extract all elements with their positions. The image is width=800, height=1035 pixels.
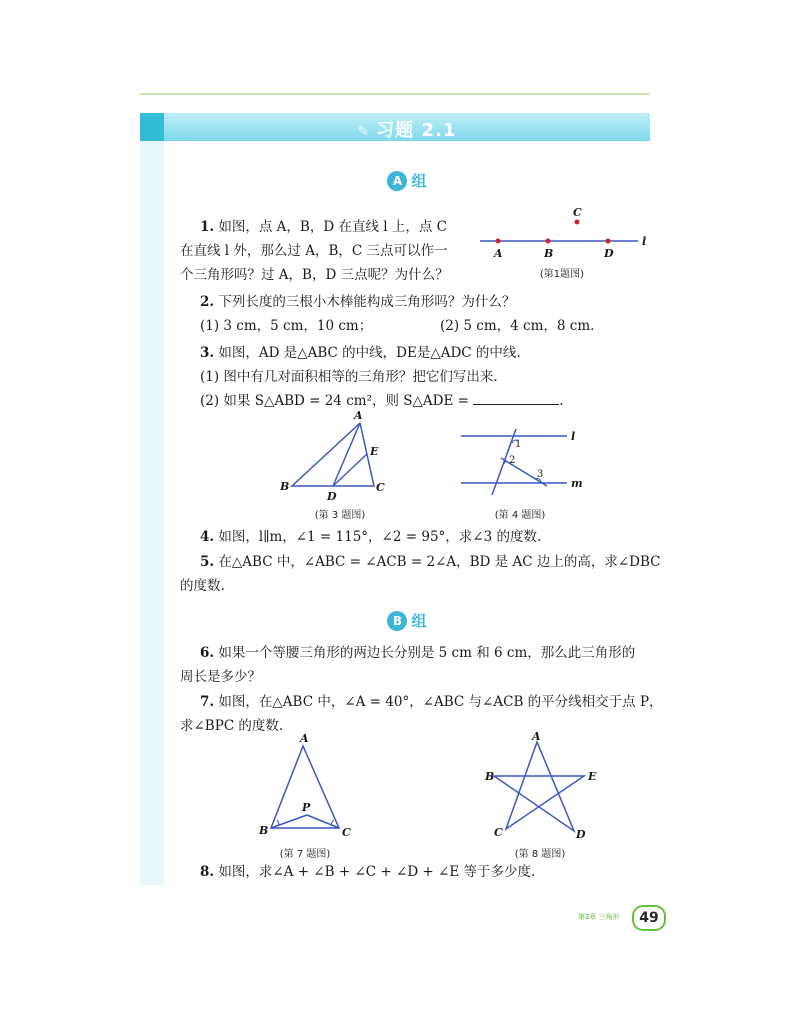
fig4-label-1: 1 <box>515 439 522 450</box>
problem-5-text-1: 在△ABC 中，∠ABC = ∠ACB = 2∠A，BD 是 AC 边上的高，求∠DBC <box>218 554 661 570</box>
figure-4 <box>455 425 590 505</box>
fig8-label-b: B <box>485 770 495 783</box>
fig8-label-c: C <box>494 826 503 839</box>
fig3-label-d: D <box>327 490 337 503</box>
fig1-point-a <box>496 239 501 244</box>
fig1-label-c: C <box>573 206 582 219</box>
pencil-icon: ✎ <box>357 124 371 140</box>
problem-5-line-1 <box>200 550 660 574</box>
fig4-label-2: 2 <box>509 455 516 466</box>
problem-6-line-2: 周长是多少？ <box>180 669 261 685</box>
figure-8 <box>480 728 600 840</box>
fig7-label-a: A <box>300 732 309 745</box>
problem-1-number: 1. <box>200 219 215 235</box>
fig7-bisector-bp <box>271 815 307 828</box>
fig4-label-m: m <box>571 477 583 490</box>
page-number: 49 <box>632 905 666 931</box>
problem-3-number: 3. <box>200 345 215 361</box>
problem-2-text: 下列长度的三根小木棒能构成三角形吗？为什么？ <box>218 294 516 310</box>
fig1-label-l: l <box>642 235 647 248</box>
group-b-heading <box>164 610 650 631</box>
top-rule <box>140 93 650 95</box>
fig3-label-c: C <box>376 481 385 494</box>
problem-6-line-1 <box>200 641 635 665</box>
left-margin-strip <box>140 113 164 885</box>
fig1-point-c <box>575 220 580 225</box>
group-b-label: 组 <box>411 612 427 630</box>
fig1-label-a: A <box>494 247 503 260</box>
problem-3-sub-2: (2) 如果 S△ABD = 24 cm²，则 S△ADE = . <box>200 389 564 413</box>
problem-8-number: 8. <box>200 864 215 880</box>
fig7-arc-c <box>331 820 334 825</box>
problem-2-option-2: (2) 5 cm，4 cm，8 cm. <box>440 318 595 334</box>
section-banner <box>164 113 650 141</box>
problem-8-text: 如图，求∠A + ∠B + ∠C + ∠D + ∠E 等于多少度. <box>218 864 536 880</box>
problem-1-line-1 <box>200 215 447 239</box>
problem-2-line <box>200 290 515 314</box>
fig8-label-e: E <box>588 770 597 783</box>
problem-7-line-1 <box>200 690 663 714</box>
figure-3 <box>280 410 390 505</box>
problem-2-number: 2. <box>200 294 215 310</box>
problem-3-sub-2-text: (2) 如果 S△ABD = 24 cm²，则 S△ADE = <box>200 393 469 409</box>
banner-corner-block <box>140 113 164 141</box>
answer-blank[interactable] <box>473 390 559 405</box>
figure-7-caption: (第 7 题图) <box>279 849 331 860</box>
fig3-median-ad <box>333 423 360 486</box>
fig3-median-de <box>333 454 367 486</box>
problem-3-sub-1: (1) 图中有几对面积相等的三角形？把它们写出来. <box>200 369 498 385</box>
figure-4-caption: (第 4 题图) <box>494 510 546 521</box>
problem-4-text: 如图，l∥m，∠1 = 115°，∠2 = 95°，求∠3 的度数. <box>218 529 542 545</box>
problem-3-line <box>200 341 521 365</box>
group-a-badge: A <box>387 171 407 191</box>
problem-5-number: 5. <box>200 554 215 570</box>
page-footer <box>578 905 658 929</box>
fig1-point-d <box>606 239 611 244</box>
fig4-label-l: l <box>571 430 576 443</box>
problem-1-line-2: 在直线 l 外，那么过 A，B，C 三点可以作一 <box>180 243 448 259</box>
fig7-arc-b <box>277 820 279 825</box>
fig3-label-e: E <box>370 445 379 458</box>
problem-1-line-3: 个三角形吗？过 A，B，D 三点呢？为什么？ <box>180 267 449 283</box>
problem-4-line <box>200 525 541 549</box>
figure-3-caption: (第 3 题图) <box>314 510 366 521</box>
fig7-label-p: P <box>302 801 311 814</box>
fig3-triangle-abc <box>292 423 374 486</box>
problem-3-text: 如图，AD 是△ABC 的中线，DE是△ADC 的中线. <box>218 345 521 361</box>
problem-2-option-1: (1) 3 cm，5 cm，10 cm； <box>200 318 373 334</box>
figure-7 <box>255 730 355 840</box>
section-title-text: 习题 2.1 <box>376 120 457 141</box>
problem-5-line-2: 的度数. <box>180 578 225 594</box>
figure-1-caption: (第1题图) <box>539 269 585 280</box>
problem-7-text-1: 如图，在△ABC 中，∠A = 40°，∠ABC 与∠ACB 的平分线相交于点 P， <box>218 694 663 710</box>
fig1-label-b: B <box>544 247 554 260</box>
problem-7-line-2: 求∠BPC 的度数. <box>180 718 284 734</box>
group-b-badge: B <box>387 611 407 631</box>
section-title <box>164 116 650 142</box>
fig4-label-3: 3 <box>537 469 544 480</box>
fig1-label-d: D <box>604 247 614 260</box>
fig3-label-a: A <box>354 409 363 422</box>
problem-4-number: 4. <box>200 529 215 545</box>
fig8-star <box>494 742 584 831</box>
problem-1-text-1: 如图，点 A，B，D 在直线 l 上，点 C <box>218 219 447 235</box>
figure-8-caption: (第 8 题图) <box>514 849 566 860</box>
group-a-heading <box>164 170 650 191</box>
footer-chapter: 第2章 三角形 <box>578 913 620 921</box>
problem-7-number: 7. <box>200 694 215 710</box>
fig7-label-b: B <box>259 824 269 837</box>
group-a-label: 组 <box>411 172 427 190</box>
fig8-label-a: A <box>532 730 541 743</box>
fig7-label-c: C <box>342 826 351 839</box>
fig8-label-d: D <box>576 828 586 841</box>
fig3-label-b: B <box>280 480 290 493</box>
problem-6-text-1: 如果一个等腰三角形的两边长分别是 5 cm 和 6 cm，那么此三角形的 <box>218 645 636 661</box>
problem-6-number: 6. <box>200 645 215 661</box>
problem-8-line <box>200 860 535 884</box>
fig1-point-b <box>546 239 551 244</box>
